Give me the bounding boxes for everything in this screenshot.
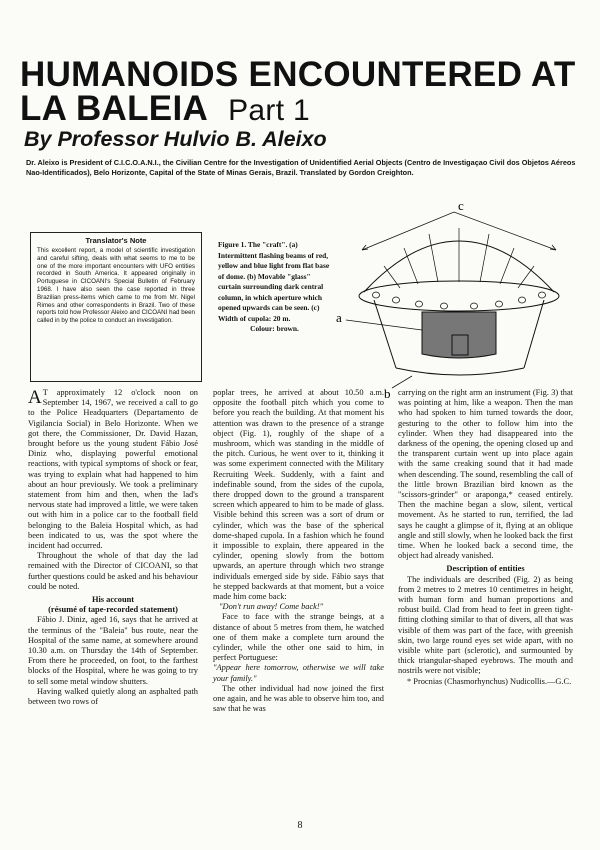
col2-paragraph-3: The other individual had now joined the first one again, and he was able to observe him too, and saw that he was bbox=[213, 683, 384, 714]
translators-note-heading: Translator's Note bbox=[85, 236, 147, 245]
section-heading-entities: Description of entities bbox=[446, 564, 525, 574]
title-line-1: HUMANOIDS ENCOUNTERED AT bbox=[20, 55, 576, 94]
title-line-2 bbox=[20, 89, 576, 128]
col3-paragraph-1: carrying on the right arm an instrument (Fig. 3) that was pointing at him, like a weapon. Then the man who had spoken to him turned towards the door, gesturing to the other to follow him into the cylinder. When they had disappeared into the darkness of the opening, the opening closed up and the transparent curtain went up into place again with the same creaking sound that it had made when descending. The sound, resembling the call of the little brown Brazilian bird known as the "scissors-grinder" or araponga,* ceased entirely. Then the machine began a slow, silent, vertical movement. As he started to run, terrified, the lad says he caught a glimpse of it, flying at an oblique angle and still slowly, when he looked back the first time. When he looked back a second time, the object had already vanished. bbox=[398, 388, 573, 561]
translators-note-text: This excellent report, a model of scientific investigation and careful sifting, deals with what seems to me to be one of the more important encounters with UFO entities recorded in South America. It appeared originally in Portuguese in CICOANI's Special Bulletin of February 1968. I have also seen the case reported in three Brazilian press-items which came to me from Mr. Nigel Rimes and other correspondents in Brazil. Two of these reports told how Professor Aleixo and CICOANI had been called in by the police to conduct an investigation. bbox=[37, 247, 195, 325]
col2-paragraph-1: poplar trees, he arrived at about 10.50 a.m. opposite the football pitch which you come to before you reach the building. At that moment his attention was drawn to the presence of a strange object (Fig. 1), roughly of the shape of a mushroom, which was standing in the middle of the pitch. Curious, he went over to it, thinking it was some experiment connected with the Military Recruiting Week. Suddenly, with a faint and indefinable sound, from the sides of the cupola, there dropped down to the ground a transparent screen which appeared to him to be made of glass. Visible behind this screen was a sort of drum or cylinder, which was the base of the spherical dome-shaped cupola. In a fashion which he found it impossible to explain, there appeared in the cylinder, opening slowly from the bottom upwards, an aperture through which two strange individuals emerged side by side. Fábio says that he stepped backwards at that moment, but a voice made him come back: bbox=[213, 388, 384, 602]
column-2 bbox=[213, 388, 384, 715]
section-subheading: (résumé of tape-recorded statement) bbox=[48, 605, 178, 615]
pointer-line-a bbox=[346, 320, 422, 330]
dome-base-ellipse bbox=[359, 281, 559, 311]
column-3 bbox=[398, 388, 573, 687]
figure-caption-text: Figure 1. The "craft". (a) Intermittent flashing beams of red, yellow and blue light from flat base of dome. (b) Movable "glass" curtain surrounding dark central column, in which aperture which opened upwards can be seen. (c) Width of cupola: 20 m. bbox=[218, 240, 330, 323]
title-part: Part 1 bbox=[228, 94, 310, 127]
craft-diagram bbox=[334, 200, 584, 400]
glass-curtain-right bbox=[524, 300, 544, 368]
figure-caption bbox=[218, 240, 331, 335]
label-c: c bbox=[458, 200, 464, 213]
col2-paragraph-2: Face to face with the strange beings, at a distance of about 5 metres from them, he watched one of them make a complete turn around the cylinder, while the other one said to him, in perfect Portuguese: bbox=[213, 612, 384, 663]
byline: By Professor Hulvio B. Aleixo bbox=[24, 127, 327, 151]
drop-cap: A bbox=[28, 387, 42, 408]
column-1 bbox=[28, 388, 198, 707]
opening-paragraph bbox=[28, 388, 198, 551]
glass-curtain-left bbox=[374, 300, 396, 368]
glass-curtain-bottom bbox=[396, 368, 524, 375]
col2-quote-1: "Don't run away! Come back!" bbox=[219, 602, 324, 612]
section-heading-account: His account bbox=[91, 595, 135, 605]
label-a: a bbox=[336, 310, 342, 325]
col2-quote-2: "Appear here tomorrow, otherwise we will take your family." bbox=[213, 663, 384, 683]
footnote: * Procnias (Chasmorhynchus) Nudicollis.—G.C. bbox=[407, 676, 572, 686]
col1-paragraph-2: Throughout the whole of that day the lad remained with the Director of CICOANI, so that further questions could be asked and his behaviour could be noted. bbox=[28, 551, 199, 591]
col1-paragraph-1: T approximately 12 o'clock noon on September 14, 1967, we received a call to go to the Police Headquarters (Departamento de Vigilancia Social) in Belo Horizonte. When we got there, the Commissioner, Dr. David Hazan, brought before us the young student Fábio José Diniz who, displaying powerful emotional reactions, with typical symptoms of shock or fear, was trying to explain what had happened to him about an hour previously. We took a preliminary statement from him and then, when the lad's nervous state had improved a little, we were taken out with him in a police car to the football field belonging to the Baleia Hospital which, as had been indicated to us, was the spot where the incident had occurred. bbox=[28, 388, 198, 551]
col1-paragraph-3: Fábio J. Diniz, aged 16, says that he arrived at the terminus of the "Baleia" bus route, near the Hospital of the same name, at somewhere around 10.30 a.m. on Thursday the 14th of September. From there he proceeded, on foot, to the farthest blocks of the Hospital, where he was going to try to sell some metal window shutters. bbox=[28, 615, 198, 686]
light-ports bbox=[373, 292, 546, 309]
translators-note-box bbox=[30, 232, 202, 382]
label-b: b bbox=[384, 386, 391, 400]
article-title bbox=[20, 55, 576, 128]
col3-paragraph-2: The individuals are described (Fig. 2) as being from 2 metres to 2 metres 10 centimetres in height, with human form and human proportions and robust build. Clad from head to feet in green tight-fitting clothing similar to that of divers, all that was visible of them was part of the face, with greenish skin, two large round eyes set wide apart, with no visible white part (sclerotic), and surmounted by thick triangular-shaped eyebrows. The mouth and nostrils were not visible; bbox=[398, 574, 573, 676]
title-place: LA BALEIA bbox=[20, 89, 209, 128]
intro-paragraph: Dr. Aleixo is President of C.I.C.O.A.N.I., the Civilian Centre for the Investigation of Unidentified Aerial Objects (Centro de Investigaçao Civil dos Objetos Aéreos Nao-Identificados), Belo Horizonte, Capital of the State of Minas Gerais, Brazil. Translated by Gordon Creighton. bbox=[26, 158, 576, 177]
pointer-line-b bbox=[392, 376, 412, 388]
page-number: 8 bbox=[297, 820, 303, 831]
dome-ribs bbox=[384, 228, 534, 288]
col1-paragraph-4: Having walked quietly along an asphalted path between two rows of bbox=[28, 686, 198, 707]
figure-colour: Colour: brown. bbox=[250, 324, 299, 333]
